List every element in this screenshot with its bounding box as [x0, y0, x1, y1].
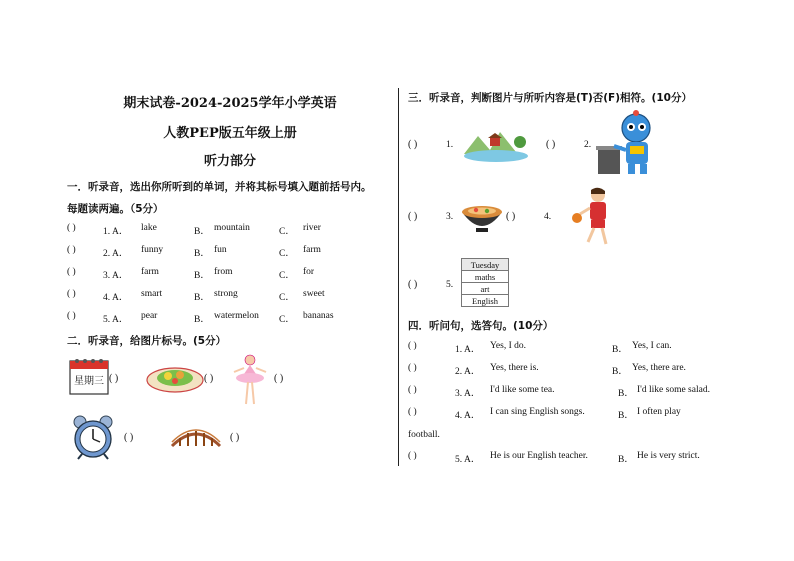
- answer-paren[interactable]: ( ): [67, 289, 76, 299]
- calendar-text: 星期三: [74, 376, 104, 387]
- answer-paren[interactable]: ( ): [274, 373, 284, 384]
- option-b: Yes, there are.: [632, 363, 686, 373]
- answer-paren[interactable]: ( ): [408, 139, 418, 150]
- answer-paren[interactable]: ( ): [408, 363, 417, 373]
- option-b: He is very strict.: [637, 451, 700, 461]
- timetable-cell: maths: [462, 271, 509, 283]
- question-number: 1. A．: [455, 345, 481, 355]
- question-number: 4. A．: [455, 411, 481, 421]
- option-b-label: B．: [194, 315, 210, 325]
- item-number: 5.: [446, 280, 454, 290]
- answer-paren[interactable]: ( ): [67, 245, 76, 255]
- answer-paren[interactable]: ( ): [546, 139, 556, 150]
- option-a: I can sing English songs.: [490, 407, 585, 417]
- answer-paren[interactable]: ( ): [67, 267, 76, 277]
- option-c: river: [303, 223, 321, 233]
- item-number: 3.: [446, 212, 454, 222]
- option-b: I often play: [637, 407, 681, 417]
- option-b-label: B．: [194, 271, 210, 281]
- option-b: I'd like some salad.: [637, 385, 710, 395]
- answer-paren[interactable]: ( ): [230, 432, 240, 443]
- item-number: 1.: [446, 140, 454, 150]
- option-b: fun: [214, 245, 227, 255]
- basketball-player-icon: [570, 186, 616, 248]
- ballerina-icon: [230, 352, 270, 406]
- section2-heading: 二．听录音，给图片标号。(5分）: [67, 335, 227, 347]
- option-a: smart: [141, 289, 163, 299]
- option-a: I'd like some tea.: [490, 385, 555, 395]
- question-number: 5. A．: [103, 315, 129, 325]
- answer-paren[interactable]: ( ): [408, 341, 417, 351]
- option-b-label: B．: [618, 455, 634, 465]
- timetable-cell: art: [462, 283, 509, 295]
- lake-scene-icon: [460, 124, 532, 164]
- option-b-label: B．: [194, 293, 210, 303]
- option-c-label: C．: [279, 315, 295, 325]
- alarm-clock-icon: [68, 414, 118, 460]
- option-c-label: C．: [279, 293, 295, 303]
- option-c: bananas: [303, 311, 334, 321]
- question-number: 3. A．: [455, 389, 481, 399]
- answer-paren[interactable]: ( ): [408, 385, 417, 395]
- question-number: 2. A．: [103, 249, 129, 259]
- option-a: farm: [141, 267, 159, 277]
- section1-heading-2: 每题读两遍。（5分）: [67, 203, 164, 215]
- timetable-cell: English: [462, 295, 509, 307]
- option-a: Yes, I do.: [490, 341, 526, 351]
- answer-paren[interactable]: ( ): [109, 373, 119, 384]
- option-a: funny: [141, 245, 164, 255]
- question-number: 4. A．: [103, 293, 129, 303]
- timetable: [461, 258, 509, 307]
- section4-heading: 四．听问句，选答句。(10分）: [408, 320, 554, 332]
- answer-paren[interactable]: ( ): [124, 432, 134, 443]
- option-a: Yes, there is.: [490, 363, 539, 373]
- answer-paren[interactable]: ( ): [408, 407, 417, 417]
- wrapped-text: football.: [408, 430, 440, 440]
- option-b: mountain: [214, 223, 250, 233]
- item-number: 4.: [544, 212, 552, 222]
- option-c-label: C．: [279, 249, 295, 259]
- answer-paren[interactable]: ( ): [67, 311, 76, 321]
- question-number: 5. A．: [455, 455, 481, 465]
- salad-icon: [146, 362, 204, 394]
- option-c: farm: [303, 245, 321, 255]
- option-a: lake: [141, 223, 157, 233]
- answer-paren[interactable]: ( ): [408, 279, 418, 290]
- option-b-label: B．: [612, 367, 628, 377]
- timetable-cell: Tuesday: [462, 259, 509, 271]
- question-number: 1. A．: [103, 227, 129, 237]
- section1-heading: 一．听录音，选出你所听到的单词，并将其标号填入题前括号内。: [67, 181, 372, 193]
- column-divider: [398, 88, 399, 466]
- answer-paren[interactable]: ( ): [506, 211, 516, 222]
- option-c-label: C．: [279, 227, 295, 237]
- bridge-icon: [170, 424, 222, 450]
- option-b-label: B．: [612, 345, 628, 355]
- option-c-label: C．: [279, 271, 295, 281]
- option-b-label: B．: [618, 411, 634, 421]
- option-b-label: B．: [194, 227, 210, 237]
- noodle-bowl-icon: [460, 200, 504, 234]
- option-b: from: [214, 267, 233, 277]
- part-title: 听力部分: [203, 154, 256, 169]
- section3-heading: 三．听录音，判断图片与所听内容是(T)否(F)相符。(10分）: [408, 92, 692, 104]
- page-title: 期末试卷-2024-2025学年小学英语: [123, 96, 337, 111]
- answer-paren[interactable]: ( ): [408, 451, 417, 461]
- question-number: 2. A．: [455, 367, 481, 377]
- answer-paren[interactable]: ( ): [204, 373, 214, 384]
- answer-paren[interactable]: ( ): [408, 211, 418, 222]
- option-c: for: [303, 267, 315, 277]
- item-number: 2.: [584, 140, 592, 150]
- option-b: Yes, I can.: [632, 341, 672, 351]
- option-c: sweet: [303, 289, 325, 299]
- option-b-label: B．: [618, 389, 634, 399]
- option-a: He is our English teacher.: [490, 451, 588, 461]
- option-a: pear: [141, 311, 158, 321]
- page-subtitle: 人教PEP版五年级上册: [163, 126, 297, 141]
- option-b: strong: [214, 289, 238, 299]
- question-number: 3. A．: [103, 271, 129, 281]
- robot-cooking-icon: [596, 110, 664, 178]
- option-b: watermelon: [214, 311, 259, 321]
- answer-paren[interactable]: ( ): [67, 223, 76, 233]
- option-b-label: B．: [194, 249, 210, 259]
